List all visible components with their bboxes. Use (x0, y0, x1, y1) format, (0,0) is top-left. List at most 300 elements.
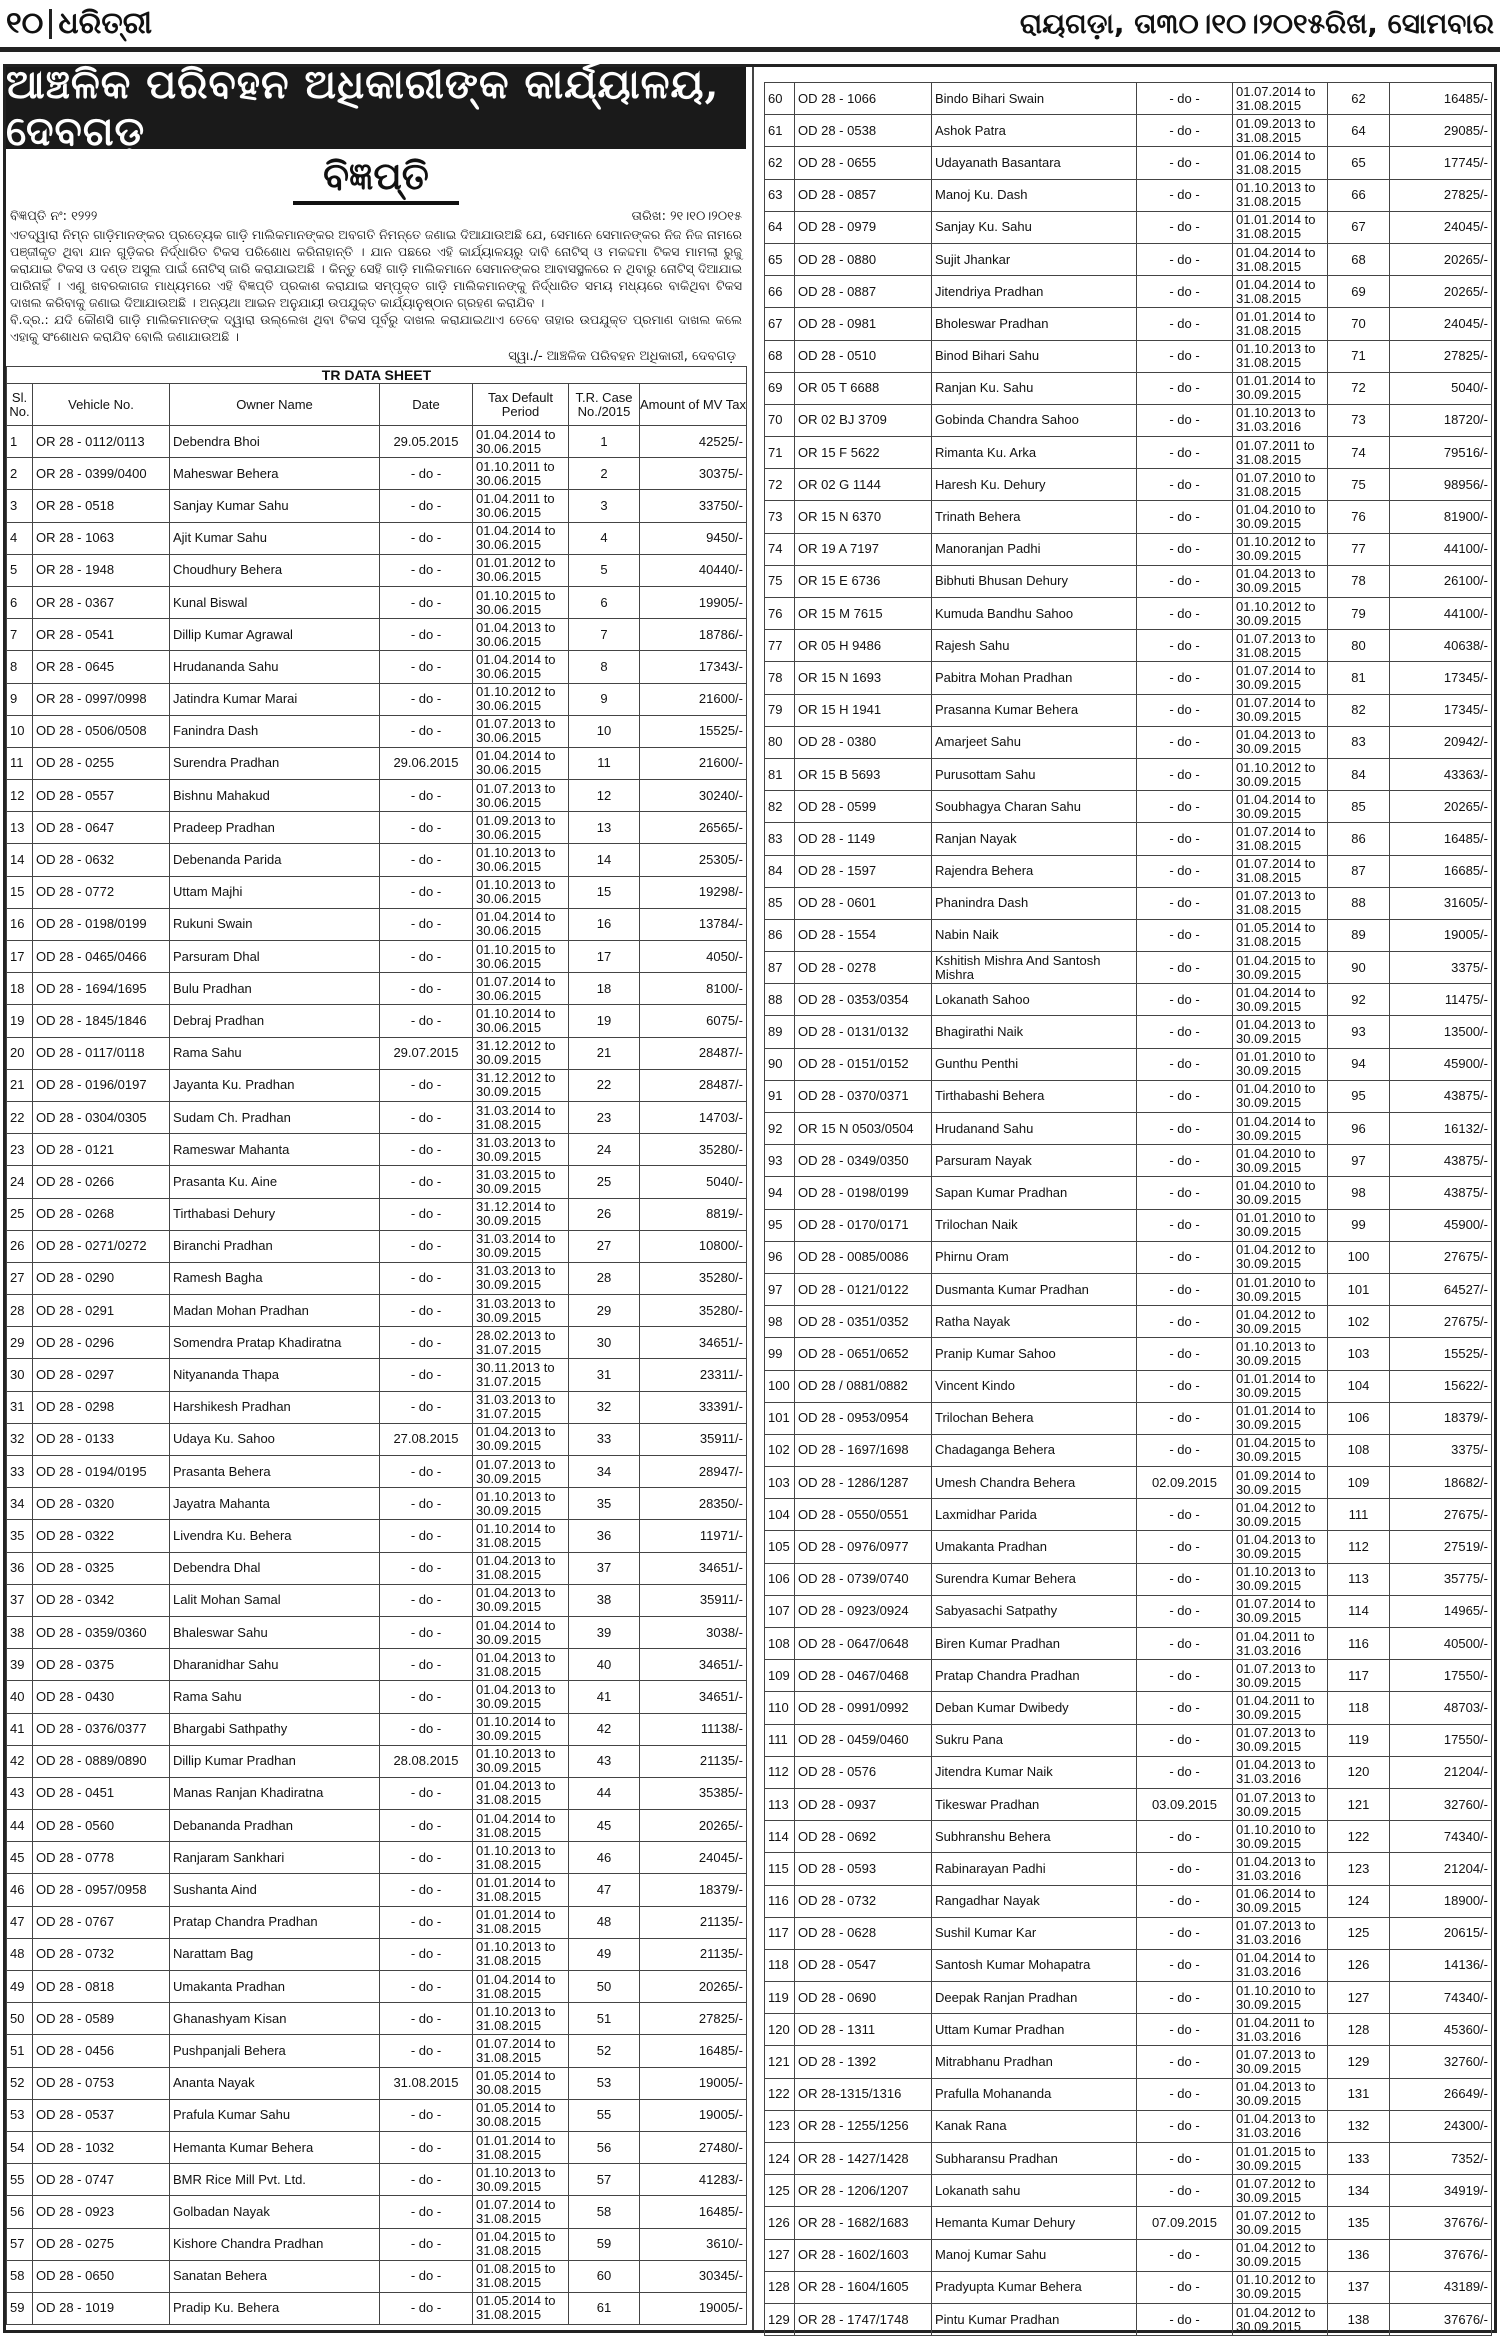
cell-vehicle-no: OD 28 - 0121/0122 (795, 1273, 932, 1305)
cell-tax-period: 01.10.2012 to 30.09.2015 (1233, 598, 1328, 630)
cell-date: - do - (380, 1616, 473, 1648)
cell-owner-name: Haresh Ku. Dehury (932, 469, 1137, 501)
cell-date: - do - (1137, 1048, 1233, 1080)
table-row (765, 630, 1492, 662)
cell-owner-name: Bholeswar Pradhan (932, 308, 1137, 340)
cell-owner-name: Deepak Ranjan Pradhan (932, 1982, 1137, 2014)
cell-amount: 8100/- (640, 973, 747, 1005)
cell-owner-name: Bhagirathi Naik (932, 1016, 1137, 1048)
cell-owner-name: Golbadan Nayak (170, 2196, 380, 2228)
table-row (765, 1821, 1492, 1853)
cell-sl-no: 33 (7, 1456, 33, 1488)
cell-date: - do - (1137, 1306, 1233, 1338)
cell-sl-no: 42 (7, 1745, 33, 1777)
table-row (7, 2067, 747, 2099)
table-row (765, 1048, 1492, 1080)
cell-sl-no: 119 (765, 1982, 795, 2014)
cell-tr-case-no: 57 (569, 2164, 640, 2196)
cell-amount: 21204/- (1390, 1756, 1492, 1788)
table-row (7, 426, 747, 458)
cell-sl-no: 73 (765, 501, 795, 533)
cell-amount: 28487/- (640, 1069, 747, 1101)
cell-sl-no: 55 (7, 2164, 33, 2196)
table-row (7, 2003, 747, 2035)
cell-tr-case-no: 61 (569, 2292, 640, 2324)
cell-tr-case-no: 64 (1328, 115, 1390, 147)
table-row (7, 1101, 747, 1133)
cell-tr-case-no: 66 (1328, 179, 1390, 211)
cell-tax-period: 31.03.2014 to 30.09.2015 (473, 1230, 569, 1262)
cell-amount: 13500/- (1390, 1016, 1492, 1048)
cell-owner-name: Debraj Pradhan (170, 1005, 380, 1037)
cell-vehicle-no: OD 28 - 0632 (33, 844, 170, 876)
table-row (765, 1692, 1492, 1724)
cell-date: - do - (1137, 1241, 1233, 1273)
cell-amount: 32760/- (1390, 2046, 1492, 2078)
cell-tax-period: 31.03.2015 to 30.09.2015 (473, 1166, 569, 1198)
cell-vehicle-no: OD 28 - 0255 (33, 747, 170, 779)
cell-owner-name: Prasanna Kumar Behera (932, 694, 1137, 726)
cell-owner-name: Bishnu Mahakud (170, 780, 380, 812)
cell-owner-name: Parsuram Nayak (932, 1145, 1137, 1177)
table-row (765, 565, 1492, 597)
cell-date: - do - (380, 1005, 473, 1037)
cell-amount: 43875/- (1390, 1145, 1492, 1177)
cell-vehicle-no: OD 28 - 0290 (33, 1262, 170, 1294)
cell-tax-period: 01.07.2014 to 30.09.2015 (1233, 694, 1328, 726)
table-row (765, 1273, 1492, 1305)
table-row (765, 83, 1492, 115)
cell-tax-period: 01.04.2010 to 30.09.2015 (1233, 501, 1328, 533)
cell-sl-no: 75 (765, 565, 795, 597)
dateline: ରାୟଗଡ଼ା, ତା୩୦।୧୦।୨୦୧୫ରିଖ, ସୋମବାର (1019, 6, 1494, 40)
table-row (7, 1005, 747, 1037)
cell-date: - do - (1137, 1499, 1233, 1531)
table-row (7, 780, 747, 812)
cell-tr-case-no: 101 (1328, 1273, 1390, 1305)
table-row (765, 694, 1492, 726)
cell-tr-case-no: 51 (569, 2003, 640, 2035)
cell-tr-case-no: 79 (1328, 598, 1390, 630)
cell-tr-case-no: 55 (569, 2099, 640, 2131)
cell-date: - do - (380, 2228, 473, 2260)
cell-owner-name: Prafulla Mohananda (932, 2078, 1137, 2110)
table-row (765, 2207, 1492, 2239)
cell-amount: 27825/- (640, 2003, 747, 2035)
cell-amount: 20265/- (1390, 276, 1492, 308)
cell-tax-period: 30.11.2013 to 31.07.2015 (473, 1359, 569, 1391)
cell-amount: 27675/- (1390, 1499, 1492, 1531)
cell-vehicle-no: OD 28 - 0732 (795, 1885, 932, 1917)
cell-owner-name: Sanjay Kumar Sahu (170, 490, 380, 522)
header-tax-default-period: Tax Default Period (473, 384, 569, 426)
cell-owner-name: Sanjay Ku. Sahu (932, 211, 1137, 243)
cell-amount: 7352/- (1390, 2143, 1492, 2175)
cell-tr-case-no: 46 (569, 1842, 640, 1874)
table-row (765, 1628, 1492, 1660)
cell-tr-case-no: 74 (1328, 437, 1390, 469)
notice-body (6, 224, 746, 347)
cell-amount: 45900/- (1390, 1209, 1492, 1241)
cell-tax-period: 01.07.2014 to 31.08.2015 (473, 2196, 569, 2228)
cell-sl-no: 80 (765, 726, 795, 758)
cell-owner-name: Ananta Nayak (170, 2067, 380, 2099)
cell-date: - do - (1137, 83, 1233, 115)
cell-owner-name: Lokanath sahu (932, 2175, 1137, 2207)
cell-sl-no: 14 (7, 844, 33, 876)
cell-tr-case-no: 62 (1328, 83, 1390, 115)
cell-tax-period: 01.09.2014 to 30.09.2015 (1233, 1467, 1328, 1499)
table-row (765, 1113, 1492, 1145)
cell-vehicle-no: OD 28 - 0467/0468 (795, 1660, 932, 1692)
cell-owner-name: Ajit Kumar Sahu (170, 522, 380, 554)
cell-sl-no: 93 (765, 1145, 795, 1177)
cell-tax-period: 01.04.2014 to 31.08.2015 (473, 1810, 569, 1842)
cell-sl-no: 37 (7, 1584, 33, 1616)
table-row (7, 1681, 747, 1713)
cell-date: - do - (1137, 726, 1233, 758)
cell-owner-name: Rajendra Behera (932, 855, 1137, 887)
cell-tax-period: 01.04.2014 to 30.06.2015 (473, 522, 569, 554)
cell-tr-case-no: 30 (569, 1327, 640, 1359)
cell-vehicle-no: OR 02 G 1144 (795, 469, 932, 501)
cell-date: - do - (380, 1327, 473, 1359)
table-row (7, 1198, 747, 1230)
cell-tax-period: 01.10.2010 to 30.09.2015 (1233, 1982, 1328, 2014)
cell-owner-name: Tikeswar Pradhan (932, 1788, 1137, 1820)
cell-vehicle-no: OR 02 BJ 3709 (795, 404, 932, 436)
cell-sl-no: 4 (7, 522, 33, 554)
cell-amount: 16485/- (640, 2196, 747, 2228)
cell-sl-no: 114 (765, 1821, 795, 1853)
cell-tr-case-no: 100 (1328, 1241, 1390, 1273)
cell-vehicle-no: OD 28 - 0650 (33, 2260, 170, 2292)
cell-tax-period: 01.04.2015 to 30.09.2015 (1233, 952, 1328, 984)
table-row (765, 2046, 1492, 2078)
table-row (7, 1295, 747, 1327)
cell-owner-name: Fanindra Dash (170, 715, 380, 747)
cell-amount: 30345/- (640, 2260, 747, 2292)
cell-tax-period: 01.04.2013 to 31.03.2016 (1233, 2110, 1328, 2142)
cell-date: - do - (380, 1971, 473, 2003)
cell-tax-period: 01.10.2013 to 30.06.2015 (473, 844, 569, 876)
cell-vehicle-no: OD 28 - 0375 (33, 1649, 170, 1681)
table-row (7, 1810, 747, 1842)
cell-sl-no: 35 (7, 1520, 33, 1552)
cell-owner-name: Kshitish Mishra And Santosh Mishra (932, 952, 1137, 984)
cell-amount: 33750/- (640, 490, 747, 522)
cell-vehicle-no: OD 28 - 0298 (33, 1391, 170, 1423)
cell-amount: 17550/- (1390, 1724, 1492, 1756)
cell-amount: 19005/- (1390, 919, 1492, 951)
cell-date: - do - (380, 1134, 473, 1166)
cell-owner-name: Tirthabasi Dehury (170, 1198, 380, 1230)
table-row (765, 1370, 1492, 1402)
cell-vehicle-no: OR 15 N 0503/0504 (795, 1113, 932, 1145)
cell-tax-period: 01.04.2012 to 30.09.2015 (1233, 1499, 1328, 1531)
cell-sl-no: 97 (765, 1273, 795, 1305)
cell-sl-no: 129 (765, 2303, 795, 2335)
cell-tr-case-no: 123 (1328, 1853, 1390, 1885)
cell-amount: 14965/- (1390, 1595, 1492, 1627)
cell-tr-case-no: 24 (569, 1134, 640, 1166)
cell-owner-name: Debendra Dhal (170, 1552, 380, 1584)
cell-date: 31.08.2015 (380, 2067, 473, 2099)
cell-tr-case-no: 137 (1328, 2271, 1390, 2303)
table-row (765, 147, 1492, 179)
cell-tax-period: 01.04.2013 to 30.09.2015 (473, 1681, 569, 1713)
cell-tax-period: 01.04.2013 to 31.03.2016 (1233, 1853, 1328, 1885)
cell-tr-case-no: 25 (569, 1166, 640, 1198)
cell-owner-name: Debendra Bhoi (170, 426, 380, 458)
cell-vehicle-no: OD 28 - 0456 (33, 2035, 170, 2067)
cell-vehicle-no: OD 28 - 0550/0551 (795, 1499, 932, 1531)
cell-sl-no: 88 (765, 984, 795, 1016)
cell-date: - do - (1137, 791, 1233, 823)
cell-tr-case-no: 8 (569, 651, 640, 683)
cell-owner-name: Rameswar Mahanta (170, 1134, 380, 1166)
cell-tr-case-no: 38 (569, 1584, 640, 1616)
cell-tr-case-no: 32 (569, 1391, 640, 1423)
cell-vehicle-no: OD 28 - 0937 (795, 1788, 932, 1820)
cell-amount: 24045/- (1390, 211, 1492, 243)
cell-amount: 25305/- (640, 844, 747, 876)
table-row (7, 876, 747, 908)
cell-tax-period: 01.07.2012 to 30.09.2015 (1233, 2175, 1328, 2207)
cell-tax-period: 01.10.2015 to 30.06.2015 (473, 586, 569, 618)
cell-sl-no: 111 (765, 1724, 795, 1756)
cell-tax-period: 01.01.2010 to 30.09.2015 (1233, 1048, 1328, 1080)
cell-vehicle-no: OD 28 - 0778 (33, 1842, 170, 1874)
cell-vehicle-no: OD 28 - 0271/0272 (33, 1230, 170, 1262)
table-caption: TR DATA SHEET (6, 366, 747, 383)
cell-tr-case-no: 83 (1328, 726, 1390, 758)
cell-tax-period: 01.10.2012 to 30.09.2015 (1233, 758, 1328, 790)
cell-vehicle-no: OR 28 - 1427/1428 (795, 2143, 932, 2175)
cell-vehicle-no: OD 28 - 0351/0352 (795, 1306, 932, 1338)
table-row (7, 1874, 747, 1906)
cell-date: - do - (380, 1938, 473, 1970)
table-row (765, 984, 1492, 1016)
table-row (765, 1724, 1492, 1756)
cell-amount: 13784/- (640, 908, 747, 940)
cell-tr-case-no: 68 (1328, 243, 1390, 275)
cell-tr-case-no: 39 (569, 1616, 640, 1648)
cell-amount: 18682/- (1390, 1467, 1492, 1499)
cell-date: - do - (380, 1456, 473, 1488)
cell-amount: 20265/- (640, 1971, 747, 2003)
cell-tr-case-no: 10 (569, 715, 640, 747)
cell-sl-no: 116 (765, 1885, 795, 1917)
cell-sl-no: 46 (7, 1874, 33, 1906)
cell-sl-no: 126 (765, 2207, 795, 2239)
cell-sl-no: 61 (765, 115, 795, 147)
table-row (765, 437, 1492, 469)
cell-vehicle-no: OD 28 - 0198/0199 (33, 908, 170, 940)
cell-tr-case-no: 49 (569, 1938, 640, 1970)
cell-owner-name: Dillip Kumar Pradhan (170, 1745, 380, 1777)
table-row (765, 1016, 1492, 1048)
cell-vehicle-no: OD 28 - 1066 (795, 83, 932, 115)
cell-amount: 34651/- (640, 1327, 747, 1359)
cell-vehicle-no: OR 28 - 1206/1207 (795, 2175, 932, 2207)
cell-owner-name: Rimanta Ku. Arka (932, 437, 1137, 469)
cell-sl-no: 19 (7, 1005, 33, 1037)
cell-tr-case-no: 132 (1328, 2110, 1390, 2142)
cell-sl-no: 70 (765, 404, 795, 436)
table-row (7, 651, 747, 683)
cell-owner-name: Ranjan Ku. Sahu (932, 372, 1137, 404)
cell-owner-name: Dillip Kumar Agrawal (170, 619, 380, 651)
cell-tax-period: 01.07.2013 to 30.09.2015 (1233, 1724, 1328, 1756)
cell-sl-no: 39 (7, 1649, 33, 1681)
cell-sl-no: 54 (7, 2131, 33, 2163)
cell-date: - do - (1137, 1531, 1233, 1563)
cell-vehicle-no: OD 28 - 0647/0648 (795, 1628, 932, 1660)
cell-sl-no: 53 (7, 2099, 33, 2131)
cell-owner-name: Biren Kumar Pradhan (932, 1628, 1137, 1660)
cell-tr-case-no: 95 (1328, 1080, 1390, 1112)
notice-title: ବିଜ୍ଞପ୍ତି (293, 153, 459, 205)
table-row (765, 758, 1492, 790)
cell-sl-no: 78 (765, 662, 795, 694)
cell-owner-name: Phanindra Dash (932, 887, 1137, 919)
cell-vehicle-no: OD 28 - 0359/0360 (33, 1616, 170, 1648)
cell-amount: 19005/- (640, 2099, 747, 2131)
cell-tax-period: 01.01.2014 to 31.08.2015 (473, 2131, 569, 2163)
cell-tax-period: 01.04.2010 to 30.09.2015 (1233, 1080, 1328, 1112)
cell-amount: 11475/- (1390, 984, 1492, 1016)
cell-tr-case-no: 128 (1328, 2014, 1390, 2046)
cell-vehicle-no: OR 28 - 1747/1748 (795, 2303, 932, 2335)
cell-date: - do - (1137, 1338, 1233, 1370)
cell-vehicle-no: OD 28 - 0170/0171 (795, 1209, 932, 1241)
table-row (765, 308, 1492, 340)
cell-tr-case-no: 90 (1328, 952, 1390, 984)
cell-owner-name: Sanatan Behera (170, 2260, 380, 2292)
cell-date: 29.07.2015 (380, 1037, 473, 1069)
cell-tr-case-no: 1 (569, 426, 640, 458)
cell-tax-period: 01.04.2013 to 30.09.2015 (1233, 565, 1328, 597)
cell-tr-case-no: 47 (569, 1874, 640, 1906)
cell-vehicle-no: OD 28 - 0121 (33, 1134, 170, 1166)
table-row (7, 1520, 747, 1552)
table-row (765, 1853, 1492, 1885)
cell-tax-period: 01.10.2015 to 30.06.2015 (473, 941, 569, 973)
cell-amount: 31605/- (1390, 887, 1492, 919)
table-row (7, 973, 747, 1005)
table-row (765, 1241, 1492, 1273)
cell-amount: 3375/- (1390, 952, 1492, 984)
cell-tr-case-no: 111 (1328, 1499, 1390, 1531)
cell-amount: 32760/- (1390, 1788, 1492, 1820)
cell-date: - do - (380, 941, 473, 973)
cell-tax-period: 01.04.2013 to 31.08.2015 (473, 1649, 569, 1681)
cell-sl-no: 65 (765, 243, 795, 275)
cell-vehicle-no: OR 28 - 1255/1256 (795, 2110, 932, 2142)
cell-owner-name: Debananda Pradhan (170, 1810, 380, 1842)
cell-amount: 26100/- (1390, 565, 1492, 597)
cell-date: - do - (1137, 115, 1233, 147)
cell-owner-name: Phirnu Oram (932, 1241, 1137, 1273)
cell-vehicle-no: OR 15 H 1941 (795, 694, 932, 726)
cell-date: - do - (1137, 855, 1233, 887)
cell-tax-period: 01.04.2012 to 30.09.2015 (1233, 2303, 1328, 2335)
notice-paragraph: ଏତଦ୍ୱାରା ନିମ୍ନ ଗାଡ଼ିମାନଙ୍କର ପ୍ରତ୍ୟେକ ଗାଡ଼ି ମାଲିକମାନଙ୍କର ଅବଗତି ନିମନ୍ତେ ଜଣାଇ ଦିଆଯାଉଅଛି ଯେ, ସେମାନେ ସେମାନଙ୍କର ନିଜ ନିଜ ନାମରେ ପଞ୍ଜୀକୃତ ଥିବା ଯାନ ଗୁଡ଼ିକର ନିର୍ଦ୍ଧାରିତ ଟିକସ ପରିଶୋଧ କରିନାହାନ୍ତି । ଯାନ ପଛରେ ଏହି କାର୍ଯ୍ୟାଳୟରୁ ଦାବି ନୋଟିସ୍ ଓ ମକଦ୍ଦମା ଟିକସ ମାମଲା ରୁଜୁ କରାଯାଇ ଟିକସ ଓ ଦଣ୍ଡ ଅସୁଲ ପାଇଁ ନୋଟିସ୍ ଜାରି କରାଯାଇଅଛି । କିନ୍ତୁ ସେହି ଗାଡ଼ି ମାଲିକମାନେ ସେମାନଙ୍କର ଆବାସସ୍ଥଳରେ ନ ଥିବାରୁ ନୋଟିସ୍ ଦିଆଯାଇ ପାରିନାହିଁ । ଏଣୁ ଖବରକାଗଜ ମାଧ୍ୟମରେ ଏହି ବିଜ୍ଞପ୍ତି ପ୍ରକାଶ କରାଯାଇ ସମ୍ପୃକ୍ତ ଗାଡ଼ି ମାଲିକମାନଙ୍କୁ ନିର୍ଦ୍ଧାରିତ ସମୟ ମଧ୍ୟରେ ବାକିଥିବା ଟିକସ ଦାଖଲ କରିବାକୁ ଜଣାଇ ଦିଆଯାଉଅଛି । ଅନ୍ୟଥା ଆଇନ ଅନୁଯାୟୀ ଉପଯୁକ୍ତ କାର୍ଯ୍ୟାନୁଷ୍ଠାନ ଗ୍ରହଣ କରାଯିବ । (10, 227, 742, 310)
table-row (7, 1777, 747, 1809)
cell-date: - do - (1137, 1949, 1233, 1981)
cell-owner-name: Santosh Kumar Mohapatra (932, 1949, 1137, 1981)
cell-date: - do - (380, 1101, 473, 1133)
cell-date: - do - (380, 1906, 473, 1938)
cell-sl-no: 104 (765, 1499, 795, 1531)
cell-tr-case-no: 14 (569, 844, 640, 876)
cell-sl-no: 9 (7, 683, 33, 715)
cell-tr-case-no: 70 (1328, 308, 1390, 340)
cell-tr-case-no: 13 (569, 812, 640, 844)
cell-date: - do - (1137, 1660, 1233, 1692)
reference-line (6, 209, 746, 224)
cell-vehicle-no: OD 28 - 0320 (33, 1488, 170, 1520)
cell-date: - do - (1137, 308, 1233, 340)
table-row (7, 1842, 747, 1874)
cell-amount: 30375/- (640, 458, 747, 490)
cell-owner-name: Pradeep Pradhan (170, 812, 380, 844)
cell-owner-name: Pradip Ku. Behera (170, 2292, 380, 2324)
cell-date: - do - (380, 2164, 473, 2196)
cell-tr-case-no: 114 (1328, 1595, 1390, 1627)
cell-tr-case-no: 73 (1328, 404, 1390, 436)
cell-tax-period: 01.10.2013 to 30.09.2015 (473, 2164, 569, 2196)
table-row (765, 855, 1492, 887)
cell-sl-no: 123 (765, 2110, 795, 2142)
cell-owner-name: Subharansu Pradhan (932, 2143, 1137, 2175)
cell-sl-no: 87 (765, 952, 795, 984)
cell-vehicle-no: OR 19 A 7197 (795, 533, 932, 565)
tr-data-table-left (6, 366, 747, 2325)
cell-tax-period: 01.07.2010 to 31.08.2015 (1233, 469, 1328, 501)
table-row (7, 715, 747, 747)
cell-tax-period: 01.01.2014 to 31.08.2015 (473, 1874, 569, 1906)
cell-date: 27.08.2015 (380, 1423, 473, 1455)
cell-owner-name: Ashok Patra (932, 115, 1137, 147)
cell-amount: 27675/- (1390, 1306, 1492, 1338)
cell-owner-name: Narattam Bag (170, 1938, 380, 1970)
table-row (765, 1080, 1492, 1112)
cell-amount: 24300/- (1390, 2110, 1492, 2142)
cell-tr-case-no: 87 (1328, 855, 1390, 887)
cell-vehicle-no: OD 28 - 0690 (795, 1982, 932, 2014)
cell-date: - do - (380, 1488, 473, 1520)
cell-sl-no: 48 (7, 1938, 33, 1970)
cell-owner-name: Prasanta Ku. Aine (170, 1166, 380, 1198)
table-row (765, 243, 1492, 275)
table-row (765, 1917, 1492, 1949)
cell-tr-case-no: 134 (1328, 2175, 1390, 2207)
cell-owner-name: Rama Sahu (170, 1681, 380, 1713)
cell-owner-name: Umakanta Pradhan (170, 1971, 380, 2003)
cell-owner-name: Rabinarayan Padhi (932, 1853, 1137, 1885)
cell-amount: 43363/- (1390, 758, 1492, 790)
cell-sl-no: 21 (7, 1069, 33, 1101)
table-row (765, 1338, 1492, 1370)
cell-owner-name: Hemanta Kumar Dehury (932, 2207, 1137, 2239)
cell-date: - do - (380, 2099, 473, 2131)
cell-sl-no: 47 (7, 1906, 33, 1938)
cell-tax-period: 01.04.2013 to 30.06.2015 (473, 619, 569, 651)
cell-amount: 8819/- (640, 1198, 747, 1230)
cell-tax-period: 01.07.2013 to 30.06.2015 (473, 780, 569, 812)
